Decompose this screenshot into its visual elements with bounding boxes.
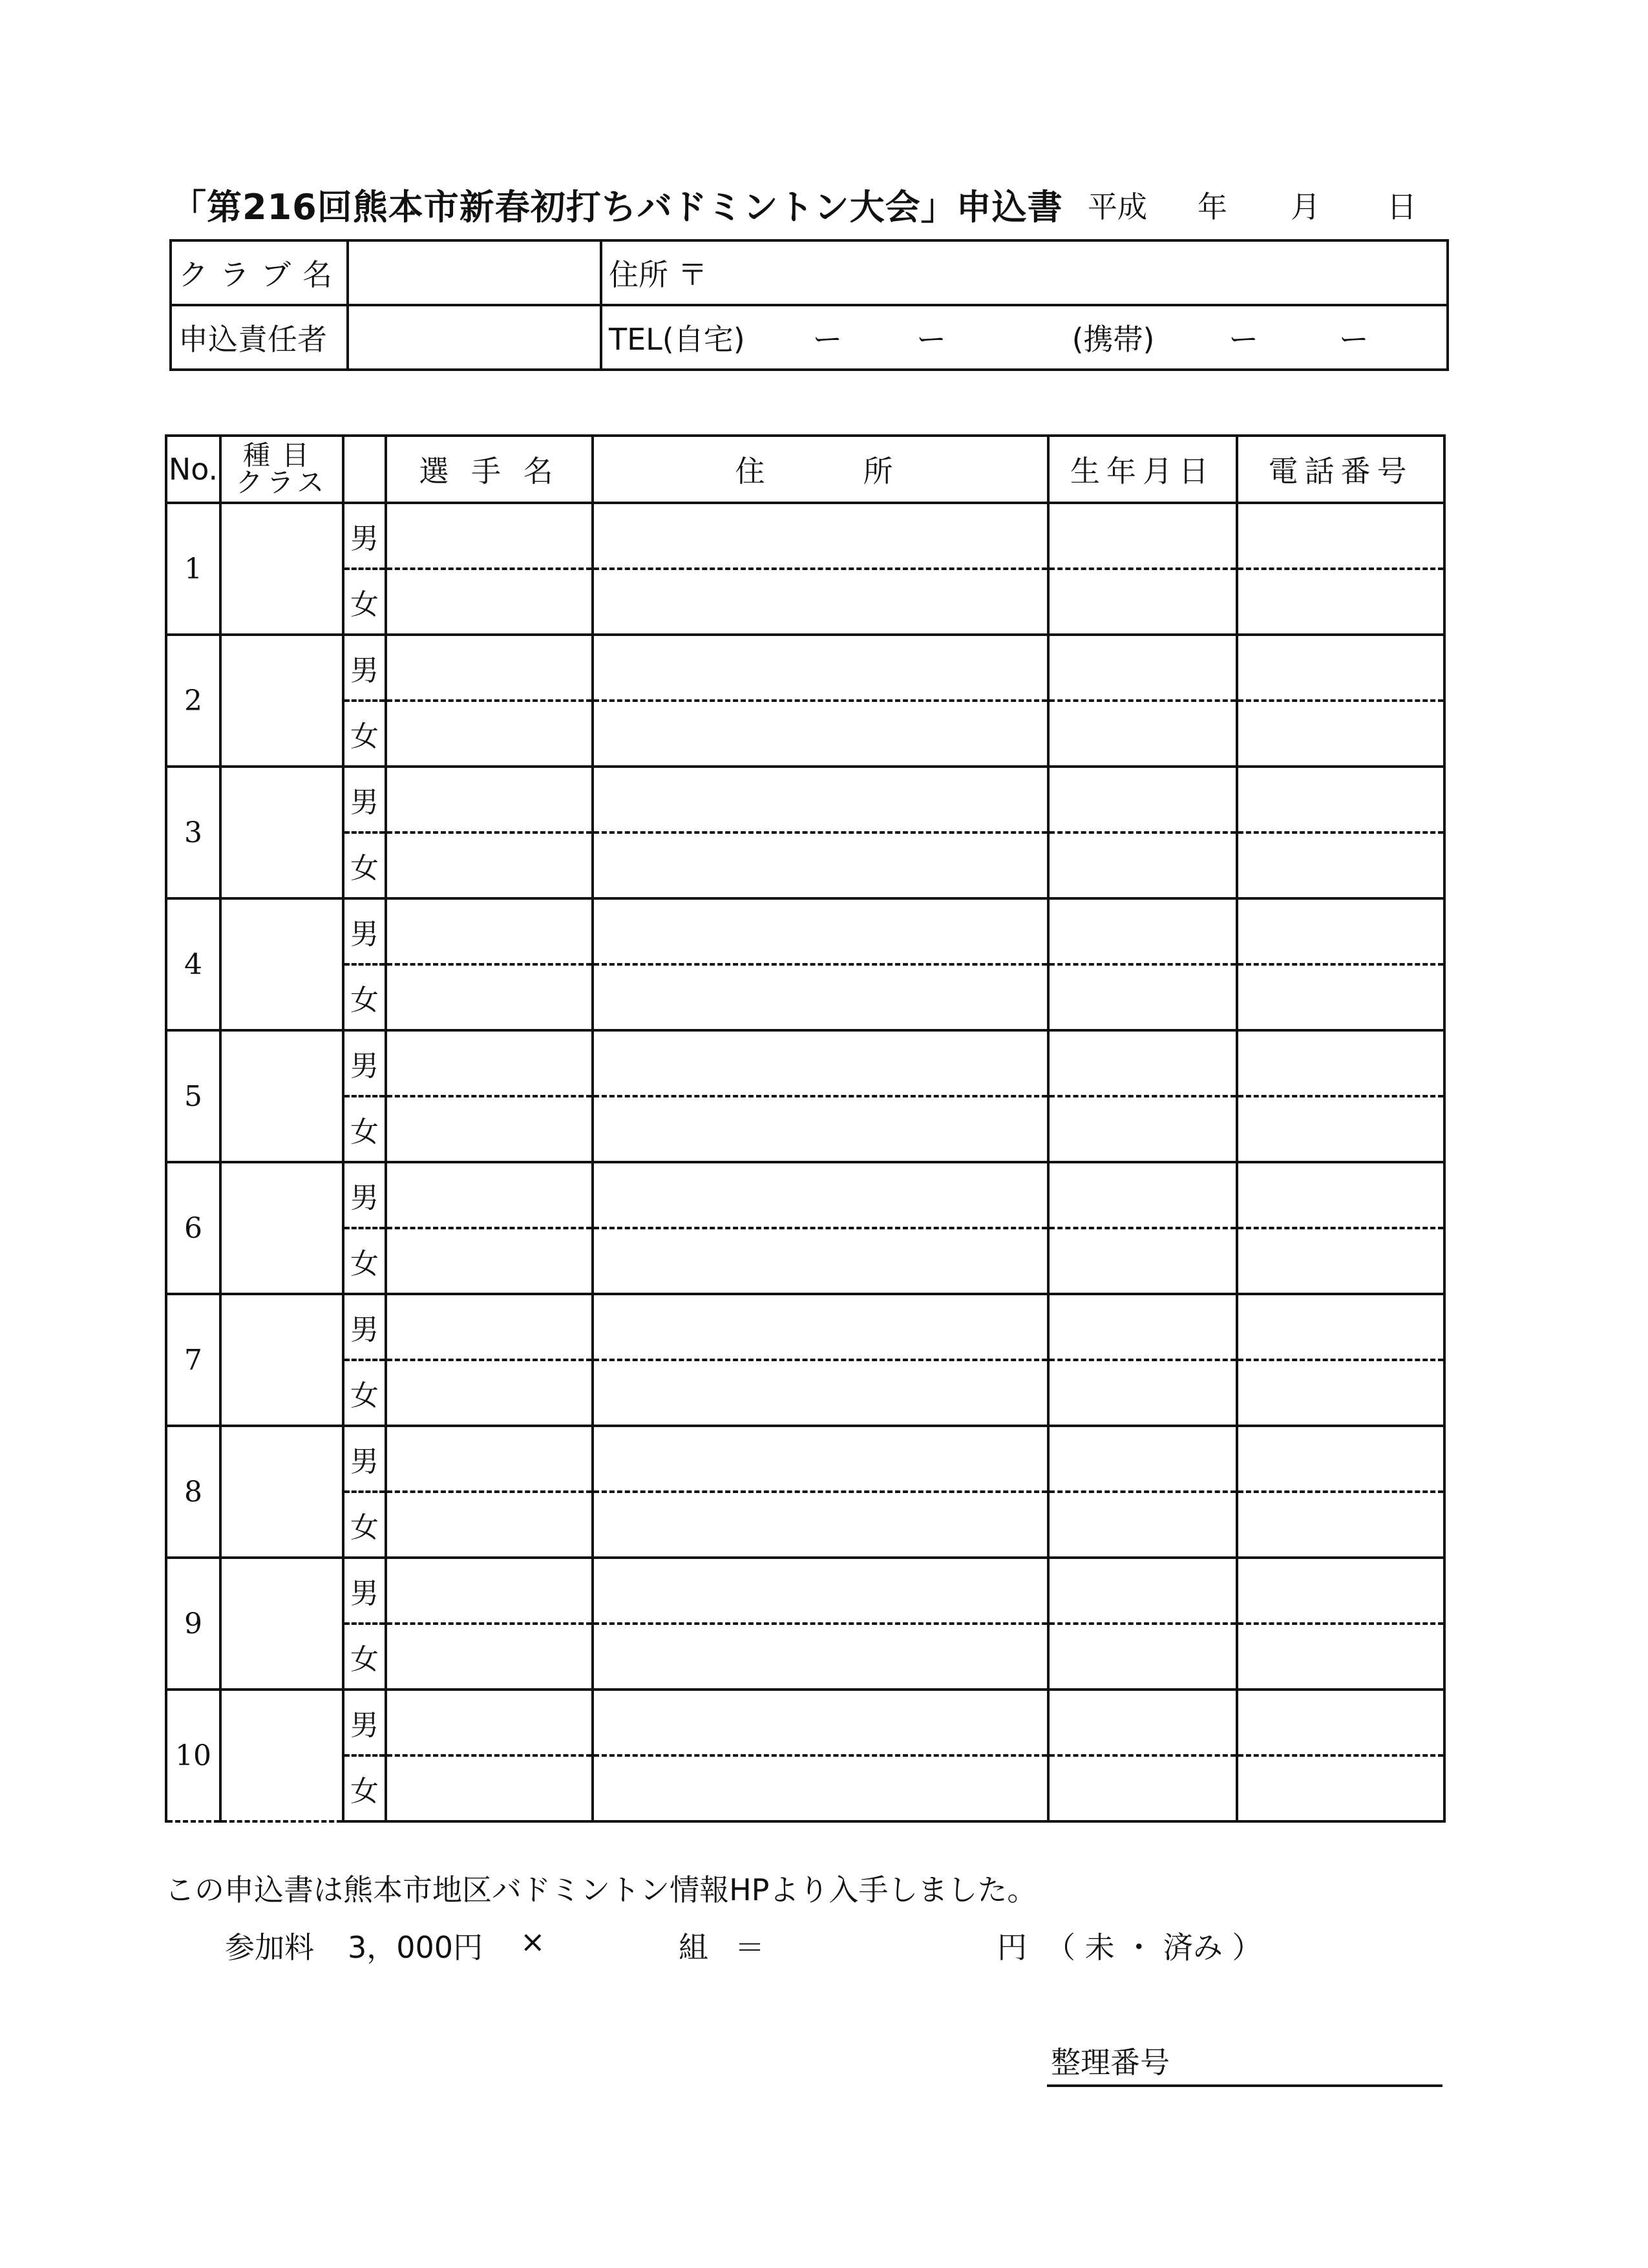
birthdate-cell[interactable] <box>1048 1492 1237 1558</box>
female-label: 女 <box>343 701 386 767</box>
source-note: この申込書は熊本市地区バドミントン情報HPより入手しました。 <box>165 1872 1037 1907</box>
phone-cell[interactable] <box>1237 701 1444 767</box>
address-label: 住所 〒 <box>609 257 708 292</box>
player-name-cell[interactable] <box>386 1162 593 1228</box>
entry-row-male <box>166 1162 1444 1228</box>
birthdate-cell[interactable] <box>1048 1755 1237 1821</box>
entry-row-male <box>166 1294 1444 1360</box>
entry-row-female <box>166 964 1444 1030</box>
event-class-cell[interactable] <box>220 635 343 767</box>
address-cell[interactable] <box>593 1690 1048 1755</box>
female-label: 女 <box>343 1492 386 1558</box>
header-event-class <box>220 436 343 503</box>
entry-number: 4 <box>166 898 220 1030</box>
kumi-label: 組 <box>679 1930 708 1965</box>
event-class-cell[interactable] <box>220 898 343 1030</box>
date-day: 日 <box>1387 189 1417 224</box>
responsible-label: 申込責任者 <box>171 305 348 370</box>
phone-cell[interactable] <box>1237 1755 1444 1821</box>
phone-cell[interactable] <box>1237 569 1444 635</box>
player-name-cell[interactable] <box>386 503 593 569</box>
entry-row-male <box>166 635 1444 701</box>
entry-number: 5 <box>166 1030 220 1162</box>
female-label: 女 <box>343 1624 386 1690</box>
phone-cell[interactable] <box>1237 503 1444 569</box>
entry-number: 9 <box>166 1558 220 1690</box>
entry-number: 8 <box>166 1426 220 1558</box>
header-address: 住 所 <box>593 436 1048 503</box>
address-cell[interactable] <box>593 1096 1048 1162</box>
times-sign: × <box>520 1924 545 1959</box>
female-label: 女 <box>343 569 386 635</box>
birthdate-cell[interactable] <box>1048 1096 1237 1162</box>
entry-rows <box>166 503 1444 1821</box>
birthdate-cell[interactable] <box>1048 1360 1237 1426</box>
birthdate-cell[interactable] <box>1048 1228 1237 1294</box>
player-name-cell[interactable] <box>386 569 593 635</box>
address-cell[interactable] <box>593 1492 1048 1558</box>
phone-cell[interactable] <box>1237 832 1444 898</box>
address-cell[interactable] <box>593 964 1048 1030</box>
address-cell[interactable] <box>593 1030 1048 1096</box>
female-label: 女 <box>343 1228 386 1294</box>
entry-row-female <box>166 832 1444 898</box>
tel-field[interactable] <box>601 305 1448 370</box>
player-name-cell[interactable] <box>386 1624 593 1690</box>
entry-number: 6 <box>166 1162 220 1294</box>
player-name-cell[interactable] <box>386 1360 593 1426</box>
player-name-cell[interactable] <box>386 1294 593 1360</box>
player-name-cell[interactable] <box>386 701 593 767</box>
header-class: クラス <box>235 467 328 498</box>
birthdate-cell[interactable] <box>1048 964 1237 1030</box>
event-class-cell[interactable] <box>220 503 343 635</box>
header-sex <box>343 436 386 503</box>
entry-row-female <box>166 1755 1444 1821</box>
birthdate-cell[interactable] <box>1048 832 1237 898</box>
responsible-name-field[interactable] <box>348 305 601 370</box>
header-event: 種目 <box>242 440 321 471</box>
entry-row-female <box>166 1360 1444 1426</box>
address-cell[interactable] <box>593 1294 1048 1360</box>
entry-number: 10 <box>166 1690 220 1821</box>
male-label: 男 <box>343 1558 386 1624</box>
birthdate-cell[interactable] <box>1048 503 1237 569</box>
event-class-cell[interactable] <box>220 1426 343 1558</box>
header-no: No. <box>166 436 220 503</box>
entry-number: 7 <box>166 1294 220 1426</box>
male-label: 男 <box>343 767 386 832</box>
date-month: 月 <box>1291 189 1320 224</box>
entry-row-female <box>166 1492 1444 1558</box>
entry-row-female <box>166 569 1444 635</box>
entry-row-female <box>166 701 1444 767</box>
equals-sign: ＝ <box>735 1930 765 1965</box>
address-cell[interactable] <box>593 1755 1048 1821</box>
entry-row-female <box>166 1096 1444 1162</box>
event-class-cell[interactable] <box>220 1294 343 1426</box>
header-birthdate: 生年月日 <box>1048 436 1237 503</box>
mobile-dash-2: ー <box>1338 322 1369 357</box>
address-cell[interactable] <box>593 503 1048 569</box>
mobile-dash-1: ー <box>1229 322 1259 357</box>
event-class-cell[interactable] <box>220 1162 343 1294</box>
entry-row-male <box>166 1690 1444 1755</box>
male-label: 男 <box>343 1030 386 1096</box>
phone-cell[interactable] <box>1237 767 1444 832</box>
female-label: 女 <box>343 964 386 1030</box>
entry-row-male <box>166 898 1444 964</box>
club-info-table <box>169 239 1449 371</box>
address-cell[interactable] <box>593 1558 1048 1624</box>
address-cell[interactable] <box>593 569 1048 635</box>
fee-label: 参加料 <box>225 1930 314 1965</box>
birthdate-cell[interactable] <box>1048 1030 1237 1096</box>
phone-cell[interactable] <box>1237 1294 1444 1360</box>
player-name-cell[interactable] <box>386 1690 593 1755</box>
phone-cell[interactable] <box>1237 898 1444 964</box>
phone-cell[interactable] <box>1237 964 1444 1030</box>
female-label: 女 <box>343 832 386 898</box>
address-cell[interactable] <box>593 898 1048 964</box>
address-cell[interactable] <box>593 1360 1048 1426</box>
entry-row-male <box>166 1030 1444 1096</box>
player-name-cell[interactable] <box>386 1492 593 1558</box>
address-field[interactable] <box>601 240 1448 305</box>
header-player-name: 選 手 名 <box>386 436 593 503</box>
mobile-label: (携帯) <box>1072 322 1155 357</box>
player-name-cell[interactable] <box>386 1426 593 1492</box>
player-name-cell[interactable] <box>386 1030 593 1096</box>
address-cell[interactable] <box>593 1228 1048 1294</box>
phone-cell[interactable] <box>1237 1492 1444 1558</box>
birthdate-cell[interactable] <box>1048 1558 1237 1624</box>
entry-row-female <box>166 1228 1444 1294</box>
female-label: 女 <box>343 1755 386 1821</box>
male-label: 男 <box>343 503 386 569</box>
male-label: 男 <box>343 1294 386 1360</box>
address-cell[interactable] <box>593 1624 1048 1690</box>
date-year: 年 <box>1198 189 1227 224</box>
club-label: クラブ名 <box>171 240 348 305</box>
entry-row-male <box>166 1558 1444 1624</box>
tel-home-dash-2: ー <box>916 322 946 357</box>
tel-home-label: TEL(自宅) <box>609 322 745 357</box>
player-name-cell[interactable] <box>386 1755 593 1821</box>
entry-row-male <box>166 1426 1444 1492</box>
birthdate-cell[interactable] <box>1048 635 1237 701</box>
player-name-cell[interactable] <box>386 1558 593 1624</box>
birthdate-cell[interactable] <box>1048 898 1237 964</box>
birthdate-cell[interactable] <box>1048 767 1237 832</box>
player-name-cell[interactable] <box>386 635 593 701</box>
date-era: 平成 <box>1088 189 1147 224</box>
address-cell[interactable] <box>593 635 1048 701</box>
male-label: 男 <box>343 1690 386 1755</box>
player-name-cell[interactable] <box>386 832 593 898</box>
birthdate-cell[interactable] <box>1048 1426 1237 1492</box>
player-name-cell[interactable] <box>386 1228 593 1294</box>
header-phone: 電話番号 <box>1237 436 1444 503</box>
entry-number: 3 <box>166 767 220 898</box>
phone-cell[interactable] <box>1237 1360 1444 1426</box>
birthdate-cell[interactable] <box>1048 1162 1237 1228</box>
player-name-cell[interactable] <box>386 1096 593 1162</box>
address-cell[interactable] <box>593 1426 1048 1492</box>
player-name-cell[interactable] <box>386 964 593 1030</box>
entry-number: 1 <box>166 503 220 635</box>
phone-cell[interactable] <box>1237 1162 1444 1228</box>
birthdate-cell[interactable] <box>1048 569 1237 635</box>
address-cell[interactable] <box>593 701 1048 767</box>
event-class-cell[interactable] <box>220 767 343 898</box>
address-cell[interactable] <box>593 832 1048 898</box>
event-class-cell[interactable] <box>220 1558 343 1690</box>
female-label: 女 <box>343 1096 386 1162</box>
female-label: 女 <box>343 1360 386 1426</box>
phone-cell[interactable] <box>1237 1228 1444 1294</box>
phone-cell[interactable] <box>1237 1426 1444 1492</box>
entry-row-male <box>166 503 1444 569</box>
address-cell[interactable] <box>593 767 1048 832</box>
entry-table <box>165 434 1446 1823</box>
birthdate-cell[interactable] <box>1048 701 1237 767</box>
male-label: 男 <box>343 1162 386 1228</box>
entry-row-female <box>166 1624 1444 1690</box>
address-cell[interactable] <box>593 1162 1048 1228</box>
seiri-label: 整理番号 <box>1051 2045 1170 2080</box>
birthdate-cell[interactable] <box>1048 1624 1237 1690</box>
phone-cell[interactable] <box>1237 1690 1444 1755</box>
phone-cell[interactable] <box>1237 1624 1444 1690</box>
phone-cell[interactable] <box>1237 1030 1444 1096</box>
entry-number: 2 <box>166 635 220 767</box>
male-label: 男 <box>343 1426 386 1492</box>
male-label: 男 <box>343 635 386 701</box>
fee-amount: 3，000円 <box>348 1930 483 1965</box>
event-class-cell[interactable] <box>220 1690 343 1821</box>
phone-cell[interactable] <box>1237 635 1444 701</box>
phone-cell[interactable] <box>1237 1558 1444 1624</box>
form-title: 「第216回熊本市新春初打ちバドミントン大会」申込書 <box>171 187 1063 228</box>
birthdate-cell[interactable] <box>1048 1690 1237 1755</box>
birthdate-cell[interactable] <box>1048 1294 1237 1360</box>
seiri-number-field[interactable] <box>1047 2084 1442 2087</box>
entry-row-male <box>166 767 1444 832</box>
yen-label: 円 <box>997 1930 1027 1965</box>
tel-home-dash-1: ー <box>812 322 843 357</box>
club-name-field[interactable] <box>348 240 601 305</box>
payment-status: （ 未 ・ 済み ） <box>1046 1930 1262 1965</box>
event-class-cell[interactable] <box>220 1030 343 1162</box>
player-name-cell[interactable] <box>386 767 593 832</box>
phone-cell[interactable] <box>1237 1096 1444 1162</box>
player-name-cell[interactable] <box>386 898 593 964</box>
male-label: 男 <box>343 898 386 964</box>
